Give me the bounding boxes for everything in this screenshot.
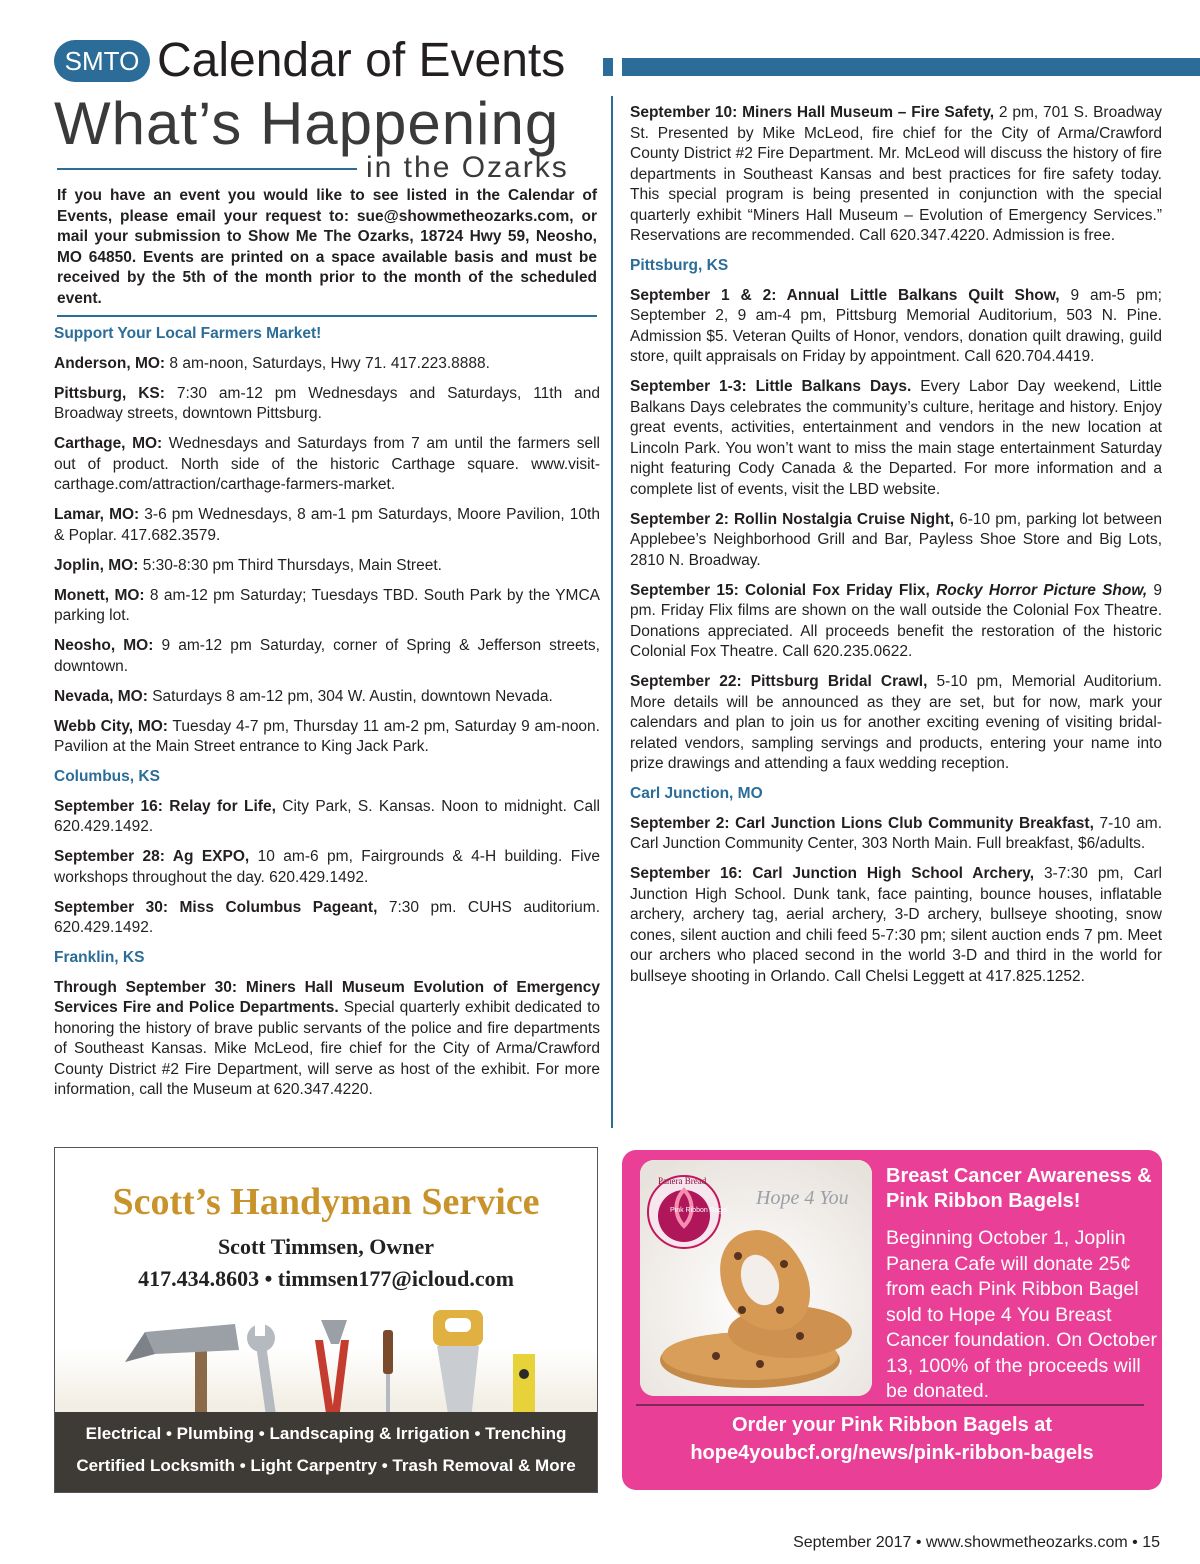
screwdriver-icon [383, 1330, 393, 1420]
smto-badge: SMTO [54, 40, 150, 82]
event-entry [54, 434, 600, 496]
event-title: September 2: Carl Junction Lions Club Community Breakfast, [630, 814, 1094, 832]
carl-junction-entries [630, 814, 1162, 988]
level-icon [513, 1354, 535, 1420]
event-details: 9 am-12 pm Saturday, corner of Spring & Jefferson streets, downtown. [54, 637, 600, 675]
page-subtitle: What’s Happening [54, 90, 560, 157]
event-details: Wednesdays and Saturdays from 7 am until the farmers sell out of product. North side of the historic Carthage square. www.visit-carthage.com/attraction/carthage-farmers-market. [54, 435, 600, 493]
event-title: September 16: Relay for Life, [54, 797, 276, 815]
pittsburg-entries [630, 286, 1162, 775]
event-entry [630, 286, 1162, 368]
event-entry [54, 586, 600, 627]
hope-logo: Hope 4 You [756, 1187, 849, 1209]
header-bar [622, 58, 1200, 76]
event-details: 10 am-6 pm, Fairgrounds & 4-H building. Five workshops throughout the day. 620.429.1492. [54, 848, 600, 886]
event-details: 5-10 pm, Memorial Auditorium. More details will be announced as they are set, but for now, mark your calendars and plan to join us for another exciting evening of visiting bridal-related vendors, sampling servings and products, entering your name into prize drawings and attending a faux wedding reception. [630, 673, 1162, 772]
intro-rule [57, 315, 597, 317]
page-title: Calendar of Events [157, 34, 566, 87]
handyman-services-line1: Electrical • Plumbing • Landscaping & Irrigation • Trenching [85, 1424, 567, 1443]
event-details: Saturdays 8 am-12 pm, 304 W. Austin, downtown Nevada. [147, 687, 553, 705]
bagel-photo [640, 1160, 872, 1396]
pink-ad-heading: Breast Cancer Awareness & Pink Ribbon Bagels! [886, 1165, 1152, 1212]
event-title: Webb City, MO: [54, 717, 168, 735]
event-title: September 28: Ag EXPO, [54, 848, 250, 865]
tools-illustration [115, 1310, 545, 1420]
event-entry [630, 103, 1162, 247]
page-footer: September 2017 • www.showmetheozarks.com • 15 [793, 1534, 1160, 1551]
event-entry [54, 636, 600, 677]
event-title: September 1-3: Little Balkans Days. [630, 378, 912, 395]
franklin-entries [54, 978, 600, 1101]
event-title: September 2: Rollin Nostalgia Cruise Night, [630, 510, 955, 528]
event-title: Carthage, MO: [54, 435, 163, 452]
event-details: 7:30 pm. CUHS auditorium. 620.429.1492. [54, 898, 600, 936]
event-entry [54, 384, 600, 425]
pink-ad-body: Beginning October 1, Joplin Panera Cafe will donate 25¢ from each Pink Ribbon Bagel sold to Hope 4 You Breast Cancer foundation. On October 13, 100% of the proceeds will be donated. [886, 1227, 1157, 1402]
saw-icon [433, 1310, 483, 1420]
event-entry [630, 510, 1162, 572]
event-title: Anderson, MO: [54, 354, 166, 372]
pink-ribbon-ad [622, 1150, 1162, 1490]
event-title: Neosho, MO: [54, 637, 154, 654]
event-entry [54, 847, 600, 888]
bagel-illustration [640, 1160, 872, 1396]
event-details: 3-7:30 pm, Carl Junction High School. Dunk tank, face painting, bounce houses, inflatable archery, archery tag, aerial archery, 3-D archery, bullseye shooting, snow cones, silent auction and chili feed 5-7:30 pm; silent auction ends 7 pm. Meet our archers who placed second in the world 3-D and third in the world for bullseye shooting in Orlando. Call Chelsi Leggett at 417.825.1252. [630, 865, 1162, 985]
franklin-continued-entries [630, 103, 1162, 247]
event-entry [54, 717, 600, 758]
event-entry [630, 581, 1162, 663]
event-details: 5:30-8:30 pm Third Thursdays, Main Street. [138, 556, 442, 574]
intro-paragraph: If you have an event you would like to see listed in the Calendar of Events, please email your request to: sue@showmetheozarks.com, or mail your submission to Show Me The Ozarks, 18724 Hwy 59, Neosho, MO 64850. Events are printed on a space available basis and must be received by the 5th of the month prior to the month of the scheduled event. [57, 187, 597, 307]
event-title: September 16: Carl Junction High School Archery, [630, 865, 1035, 882]
event-entry [54, 687, 600, 708]
pink-ad-order-line1: Order your Pink Ribbon Bagels at [731, 1414, 1053, 1436]
event-title-italic: Rocky Horror Picture Show, [929, 581, 1148, 599]
pink-ad-order-url[interactable]: hope4youbcf.org/news/pink-ribbon-bagels [690, 1442, 1094, 1464]
event-title: Lamar, MO: [54, 506, 140, 523]
wrench-icon [247, 1322, 277, 1420]
event-details: Every Labor Day weekend, Little Balkans Days celebrates the community’s culture, heritage and history. Enjoy great events, activities, entertainment and vendors in the new location at Lincoln Park. You won’t want to miss the main stage entertainment Saturday night featuring Cody Canada & the Departed. For more information and a complete list of events, visit the LBD website. [630, 378, 1162, 498]
section-heading-carl-junction: Carl Junction, MO [630, 785, 763, 802]
event-details: 3-6 pm Wednesdays, 8 am-1 pm Saturdays, Moore Pavilion, 10th & Poplar. 417.682.3579. [54, 506, 600, 544]
event-entry [54, 898, 600, 939]
pliers-icon [315, 1320, 349, 1420]
event-title: September 1 & 2: Annual Little Balkans Quilt Show, [630, 286, 1060, 304]
page-tagline: in the Ozarks [366, 151, 569, 184]
event-entry [54, 354, 600, 375]
handyman-ad-contact: 417.434.8603 • timmsen177@icloud.com [138, 1266, 514, 1291]
event-entry [54, 505, 600, 546]
event-details: 6-10 pm, parking lot between Applebee’s Neighborhood Grill and Bar, Payless Shoe Store and Big Lots, 2810 N. Broadway. [630, 510, 1162, 569]
section-heading-pittsburg: Pittsburg, KS [630, 257, 729, 274]
right-column [630, 103, 1162, 997]
columbus-entries [54, 797, 600, 939]
event-entry [54, 556, 600, 577]
event-details: Tuesday 4-7 pm, Thursday 11 am-2 pm, Saturday 9 am-noon. Pavilion at the Main Street entrance to King Jack Park. [54, 717, 600, 755]
farmers-entries [54, 354, 600, 758]
event-entry [54, 978, 600, 1101]
section-heading-columbus: Columbus, KS [54, 768, 160, 785]
handyman-ad-owner: Scott Timmsen, Owner [217, 1234, 435, 1259]
header-bar-square [603, 58, 613, 76]
event-entry [630, 864, 1162, 987]
section-heading-franklin: Franklin, KS [54, 949, 145, 966]
column-divider [611, 96, 613, 1128]
event-title: Monett, MO: [54, 586, 145, 604]
event-entry [630, 672, 1162, 775]
event-details: 7:30 am-12 pm Wednesdays and Saturdays, 11th and Broadway streets, downtown Pittsburg. [54, 384, 600, 422]
event-entry [630, 377, 1162, 500]
section-heading-farmers: Support Your Local Farmers Market! [54, 325, 322, 342]
event-title: September 22: Pittsburg Bridal Crawl, [630, 673, 928, 690]
event-details: Special quarterly exhibit dedicated to honoring the history of brave public servants of the police and fire departments of Southeast Kansas. Mike McLeod, fire chief for the City of Arma/Crawford County District #2 Fire Department, will serve as host of the exhibit. For more information, call the Museum at 620.347.4220. [54, 999, 600, 1098]
event-details: 2 pm, 701 S. Broadway St. Presented by Mike McLeod, fire chief for the City of Arma/Crawford County District #2 Fire Department. Mr. McLeod will discuss the history of fire departments in Southeast Kansas and best practices for fire safety today. This special program is being presented in conjunction with the special quarterly exhibit “Miners Hall Museum – Evolution of Emergency Services.” Reservations are recommended. Call 620.347.4220. Admission is free. [630, 104, 1163, 244]
event-title: Through September 30: Miners Hall Museum Evolution of Emergency Services Fire and Police Departments. [54, 978, 600, 1016]
event-title: September 15: Colonial Fox Friday Flix, [630, 581, 930, 599]
handyman-services-line2: Certified Locksmith • Light Carpentry • Trash Removal & More [76, 1456, 576, 1475]
handyman-ad [54, 1147, 598, 1493]
event-details: City Park, S. Kansas. Noon to midnight. Call 620.429.1492. [54, 797, 600, 835]
event-title: September 10: Miners Hall Museum – Fire Safety, [630, 104, 995, 121]
panera-logo-text: Panera Bread [658, 1176, 707, 1186]
event-details: 7-10 am. Carl Junction Community Center, 303 North Main. Full breakfast, $6/adults. [630, 814, 1162, 852]
handyman-ad-title: Scott’s Handyman Service [112, 1181, 540, 1223]
left-column [54, 322, 600, 1110]
event-title: Pittsburg, KS: [54, 384, 165, 402]
title-rule [57, 168, 357, 170]
event-entry [54, 797, 600, 838]
event-title: Nevada, MO: [54, 687, 148, 705]
hammer-icon [125, 1324, 239, 1420]
event-title: September 30: Miss Columbus Pageant, [54, 898, 378, 916]
handyman-services-bar [55, 1412, 597, 1493]
event-title: Joplin, MO: [54, 556, 139, 574]
pink-ad-rule [636, 1404, 1144, 1406]
event-details: 8 am-12 pm Saturday; Tuesdays TBD. South Park by the YMCA parking lot. [54, 586, 600, 624]
event-details: 9 am-5 pm; September 2, 9 am-4 pm, Pittsburg Memorial Auditorium, 503 N. Pine. Admission $5. Veteran Quilts of Honor, vendors, donation quilt drawing, guild store, quilt appraisals on Friday by appointment. Call 620.704.4419. [630, 286, 1162, 365]
ribbon-label: Pink Ribbon Bagel [670, 1207, 728, 1214]
event-details: 8 am-noon, Saturdays, Hwy 71. 417.223.8888. [165, 354, 490, 372]
event-details: 9 pm. Friday Flix films are shown on the wall outside the Colonial Fox Theatre. Donations appreciated. All proceeds benefit the restoration of the historic Colonial Fox Theatre. Call 620.235.0622. [630, 581, 1162, 660]
event-entry [630, 814, 1162, 855]
